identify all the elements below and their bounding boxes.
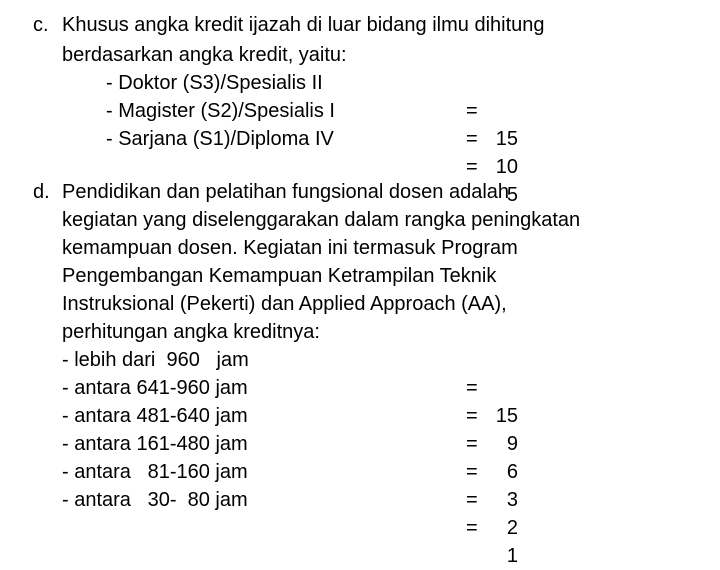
section-d-item-text: - antara 641-960 jam <box>62 377 248 399</box>
section-d-item-value <box>466 346 518 427</box>
section-c-label: c. <box>33 14 49 36</box>
credit-value: 5 <box>506 184 518 206</box>
credit-value: 15 <box>495 128 518 150</box>
credit-value: 1 <box>506 545 518 567</box>
equals-sign: = <box>466 489 478 511</box>
equals-sign: = <box>466 156 478 178</box>
section-c-intro-line-2: berdasarkan angka kredit, yaitu: <box>62 44 347 66</box>
section-c-intro-line-1: Khusus angka kredit ijazah di luar bidang ilmu dihitung <box>62 14 545 36</box>
section-d-item-text: - antara 30- 80 jam <box>62 489 248 511</box>
credit-value: 15 <box>495 405 518 427</box>
equals-sign: = <box>466 433 478 455</box>
credit-value: 2 <box>506 517 518 539</box>
section-d-paragraph-line: kemampuan dosen. Kegiatan ini termasuk Program <box>62 237 518 259</box>
equals-sign: = <box>466 405 478 427</box>
credit-value: 9 <box>506 433 518 455</box>
section-d-paragraph-line: Pengembangan Kemampuan Ketrampilan Teknik <box>62 265 497 287</box>
section-d-label: d. <box>33 181 50 203</box>
credit-value: 6 <box>506 461 518 483</box>
section-d-item-text: - antara 481-640 jam <box>62 405 248 427</box>
section-d-item-value <box>466 430 518 511</box>
section-d-item-text: - antara 161-480 jam <box>62 433 248 455</box>
section-d-paragraph-line: Pendidikan dan pelatihan fungsional dosen adalah <box>62 181 510 203</box>
section-d-paragraph-line: kegiatan yang diselenggarakan dalam rangka peningkatan <box>62 209 581 231</box>
section-c-item-text: - Magister (S2)/Spesialis I <box>106 100 335 122</box>
equals-sign: = <box>466 100 478 122</box>
equals-sign: = <box>466 128 478 150</box>
credit-value: 3 <box>506 489 518 511</box>
section-d-paragraph-line: perhitungan angka kreditnya: <box>62 321 320 343</box>
section-d-item-value <box>466 458 518 539</box>
section-d-paragraph-line: Instruksional (Pekerti) dan Applied Approach (AA), <box>62 293 507 315</box>
equals-sign: = <box>466 461 478 483</box>
section-c-item-value <box>466 69 518 150</box>
section-d-item-value <box>466 402 518 483</box>
equals-sign: = <box>466 517 478 539</box>
section-d-item-text: - lebih dari 960 jam <box>62 349 249 371</box>
section-d-item-value <box>466 486 518 567</box>
credit-value: 10 <box>495 156 518 178</box>
equals-sign: = <box>466 377 478 399</box>
section-c-item-text: - Doktor (S3)/Spesialis II <box>106 72 323 94</box>
section-c-item-text: - Sarjana (S1)/Diploma IV <box>106 128 334 150</box>
section-d-item-text: - antara 81-160 jam <box>62 461 248 483</box>
